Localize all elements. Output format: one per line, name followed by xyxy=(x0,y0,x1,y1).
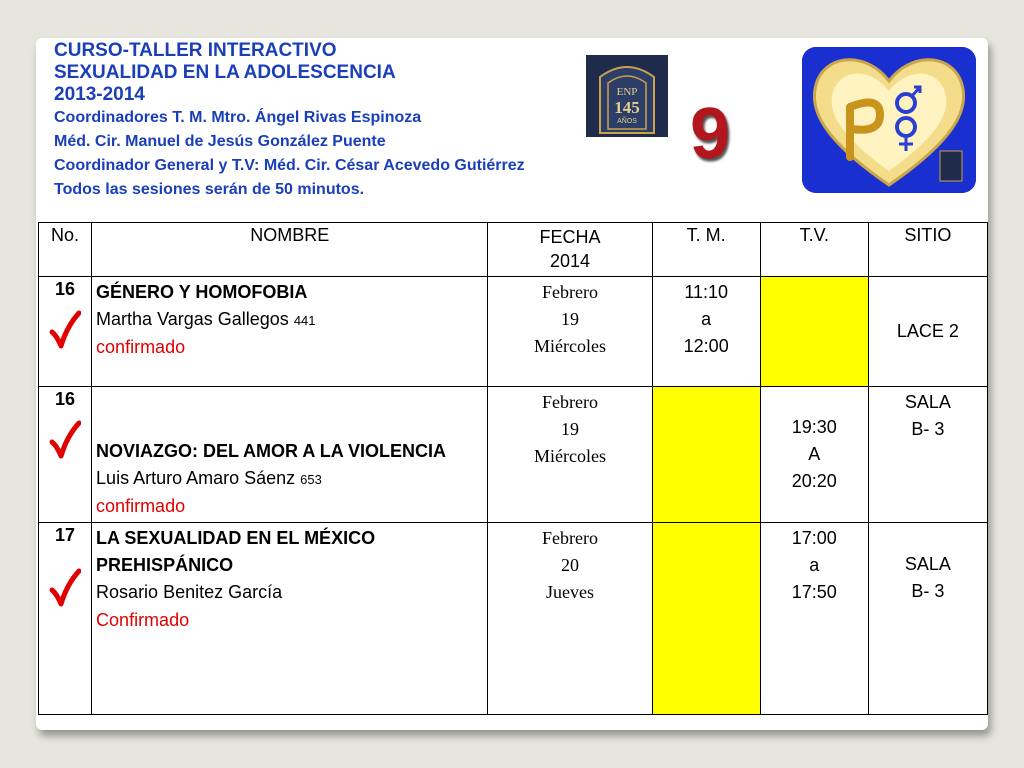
date-weekday: Miércoles xyxy=(534,446,607,466)
tv-end: 20:20 xyxy=(791,471,837,491)
course-years: 2013-2014 xyxy=(54,84,145,105)
col-header-nombre: NOMBRE xyxy=(92,223,488,277)
presenter-name: Luis Arturo Amaro Sáenz xyxy=(96,468,301,488)
slide-number: 9 xyxy=(690,94,731,174)
site-name: SALA xyxy=(904,392,951,412)
check-mark-icon xyxy=(49,420,81,460)
col-header-fecha xyxy=(488,223,652,277)
site-cell xyxy=(868,523,987,715)
date-cell xyxy=(488,277,652,387)
site-room: B- 3 xyxy=(911,419,945,439)
session-cell xyxy=(92,523,488,715)
tm-cell xyxy=(652,277,760,387)
coordinators-line-2: Méd. Cir. Manuel de Jesús González Puente xyxy=(54,133,386,150)
presenter-line xyxy=(96,306,483,334)
tm-cell-empty xyxy=(652,387,760,523)
session-cell xyxy=(92,277,488,387)
date-cell xyxy=(488,523,652,715)
col-header-no: No. xyxy=(39,223,92,277)
row-number: 17 xyxy=(55,525,76,545)
date-month: Febrero xyxy=(542,282,599,302)
tv-cell-empty xyxy=(760,277,868,387)
tv-cell xyxy=(760,387,868,523)
check-mark-icon xyxy=(49,310,81,350)
presenter-line xyxy=(96,465,483,493)
row-number: 16 xyxy=(55,279,76,299)
status-confirmed: confirmado xyxy=(96,496,186,516)
date-day: 19 xyxy=(561,419,580,439)
table-row xyxy=(39,387,988,523)
date-month: Febrero xyxy=(542,528,599,548)
site-cell xyxy=(868,277,987,387)
session-title: NOVIAZGO: DEL AMOR A LA VIOLENCIA xyxy=(96,441,447,461)
coordinators-line: Coordinadores T. M. Mtro. Ángel Rivas Espinoza xyxy=(54,109,422,126)
row-number-cell xyxy=(39,523,92,715)
session-title: GÉNERO Y HOMOFOBIA xyxy=(96,282,308,302)
tm-end: 12:00 xyxy=(683,336,729,356)
session-title: LA SEXUALIDAD EN EL MÉXICO PREHISPÁNICO xyxy=(96,528,376,575)
table-row xyxy=(39,277,988,387)
date-day: 19 xyxy=(561,309,580,329)
row-number-cell xyxy=(39,277,92,387)
svg-text:ENP: ENP xyxy=(616,86,638,98)
tv-sep: A xyxy=(808,444,821,464)
course-header xyxy=(54,40,654,202)
course-title: CURSO-TALLER INTERACTIVO xyxy=(54,40,337,61)
date-weekday: Jueves xyxy=(546,582,595,602)
session-cell xyxy=(92,387,488,523)
date-cell xyxy=(488,387,652,523)
schedule-table xyxy=(38,222,988,715)
general-coordinator-line: Coordinador General y T.V: Méd. Cir. César Acevedo Gutiérrez xyxy=(54,157,525,174)
status-confirmed: Confirmado xyxy=(96,610,190,630)
tm-cell-empty xyxy=(652,523,760,715)
col-header-sitio: SITIO xyxy=(868,223,987,277)
site-room: B- 3 xyxy=(911,581,945,601)
heart-gender-logo xyxy=(802,47,976,193)
tv-end: 17:50 xyxy=(791,582,837,602)
tm-sep: a xyxy=(701,309,712,329)
enp-145-logo xyxy=(586,55,668,137)
check-mark-icon xyxy=(49,568,81,608)
course-subtitle: SEXUALIDAD EN LA ADOLESCENCIA xyxy=(54,62,396,83)
col-header-tv: T.V. xyxy=(760,223,868,277)
status-confirmed: confirmado xyxy=(96,337,186,357)
svg-text:AÑOS: AÑOS xyxy=(617,118,637,125)
date-month: Febrero xyxy=(542,392,599,412)
tv-sep: a xyxy=(809,555,820,575)
date-day: 20 xyxy=(561,555,580,575)
tv-start: 19:30 xyxy=(791,417,837,437)
presenter-name: Rosario Benitez García xyxy=(96,582,283,602)
site-cell xyxy=(868,387,987,523)
site-name: SALA xyxy=(904,554,951,574)
col-header-tm: T. M. xyxy=(652,223,760,277)
session-duration-note: Todos las sesiones serán de 50 minutos. xyxy=(54,181,365,198)
table-row xyxy=(39,523,988,715)
svg-text:145: 145 xyxy=(614,98,640,117)
tv-start: 17:00 xyxy=(791,528,837,548)
table-header-row xyxy=(39,223,988,277)
presenter-name: Martha Vargas Gallegos xyxy=(96,309,294,329)
presenter-line xyxy=(96,579,483,607)
date-weekday: Miércoles xyxy=(534,336,607,356)
site-name: LACE 2 xyxy=(896,321,959,341)
tv-cell xyxy=(760,523,868,715)
presenter-code: 441 xyxy=(293,313,316,328)
tm-start: 11:10 xyxy=(684,282,729,302)
col-header-fecha-line1: FECHA xyxy=(539,227,601,247)
presenter-code: 653 xyxy=(300,472,322,487)
row-number: 16 xyxy=(55,389,76,409)
row-number-cell xyxy=(39,387,92,523)
col-header-fecha-line2: 2014 xyxy=(550,251,591,271)
